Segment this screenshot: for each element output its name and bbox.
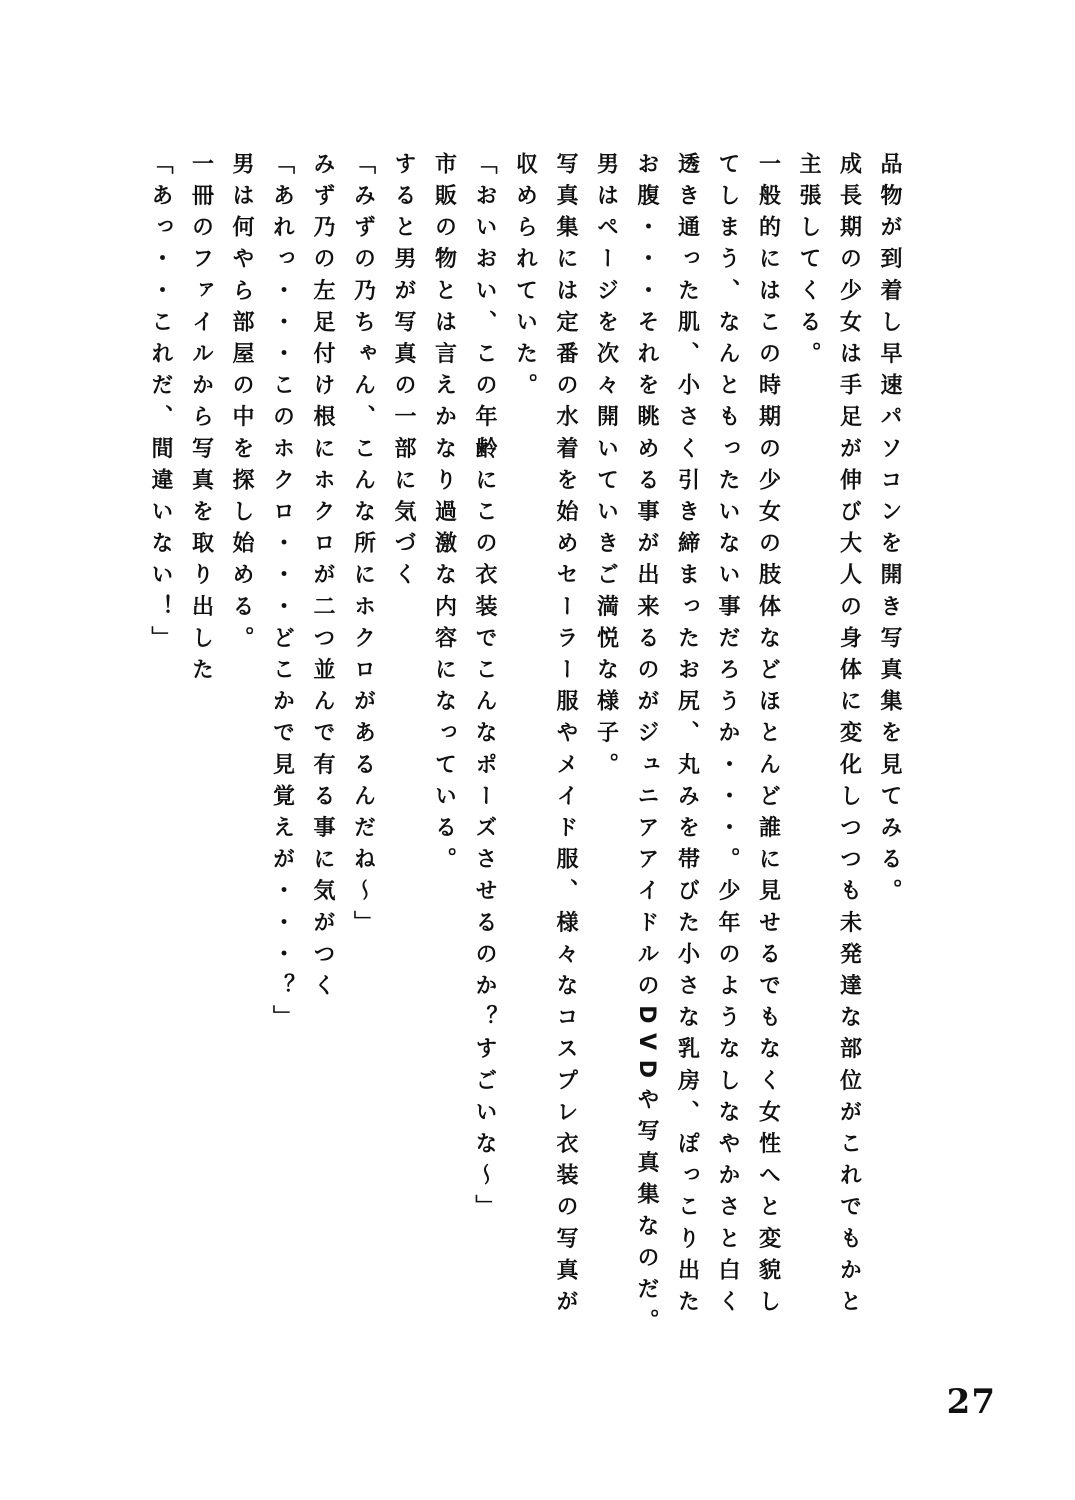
text-column-4: 一般的にはこの時期の少女の肢体などほとんど誰に見せるでもなく女性へと変貌し [755,152,781,1322]
text-column-10: 収められていた。 [512,152,538,405]
text-column-6: 透き通った肌、小さく引き締まったお尻、丸みを帯びた小さな乳房、ぽっこり出た [674,152,700,1322]
text-column-14: 「みずの乃ちゃん、こんな所にホクロがあるんだね〜」 [350,152,376,942]
text-column-3: 主張してくる。 [796,152,821,374]
text-column-18: 一冊のファイルから写真を取り出した [188,152,214,690]
text-column-5: てしまう、なんともったいない事だろうか・・・。少年のようなしなやかさと白く [715,152,740,1322]
text-column-2: 成長期の少女は手足が伸び大人の身体に変化しつつも未発達な部位がこれでもかと [836,152,862,1322]
text-column-7: お腹・・・それを眺める事が出来るのがジュニアアイドルのDVDや写真集なのだ。 [634,152,659,1341]
text-column-19: 「あっ・・これだ、間違いない！」 [148,152,173,658]
text-column-11: 「おいおい、この年齢にこの衣装でこんなポーズさせるのか？すごいな〜」 [472,152,497,1227]
text-column-16: 「あれっ・・・このホクロ・・・どこかで見覚えが・・・？」 [269,152,295,1037]
text-column-1: 品物が到着し早速パソコンを開き写真集を見てみる。 [877,152,902,911]
text-column-15: みず乃の左足付け根にホクロが二つ並んで有る事に気がつく [310,152,335,1006]
text-column-12: 市販の物とは言えかなり過激な内容になっている。 [431,152,457,879]
text-column-13: すると男が写真の一部に気づく [391,152,416,595]
text-column-9: 写真集には定番の水着を始めセーラー服やメイド服、様々なコスプレ衣装の写真が [553,152,578,1322]
text-column-17: 男は何やら部屋の中を探し始める。 [229,152,254,658]
vertical-text-body [140,152,910,1341]
text-column-8: 男はページを次々開いていきご満悦な様子。 [593,152,619,784]
page-number: 27 [946,1382,996,1422]
